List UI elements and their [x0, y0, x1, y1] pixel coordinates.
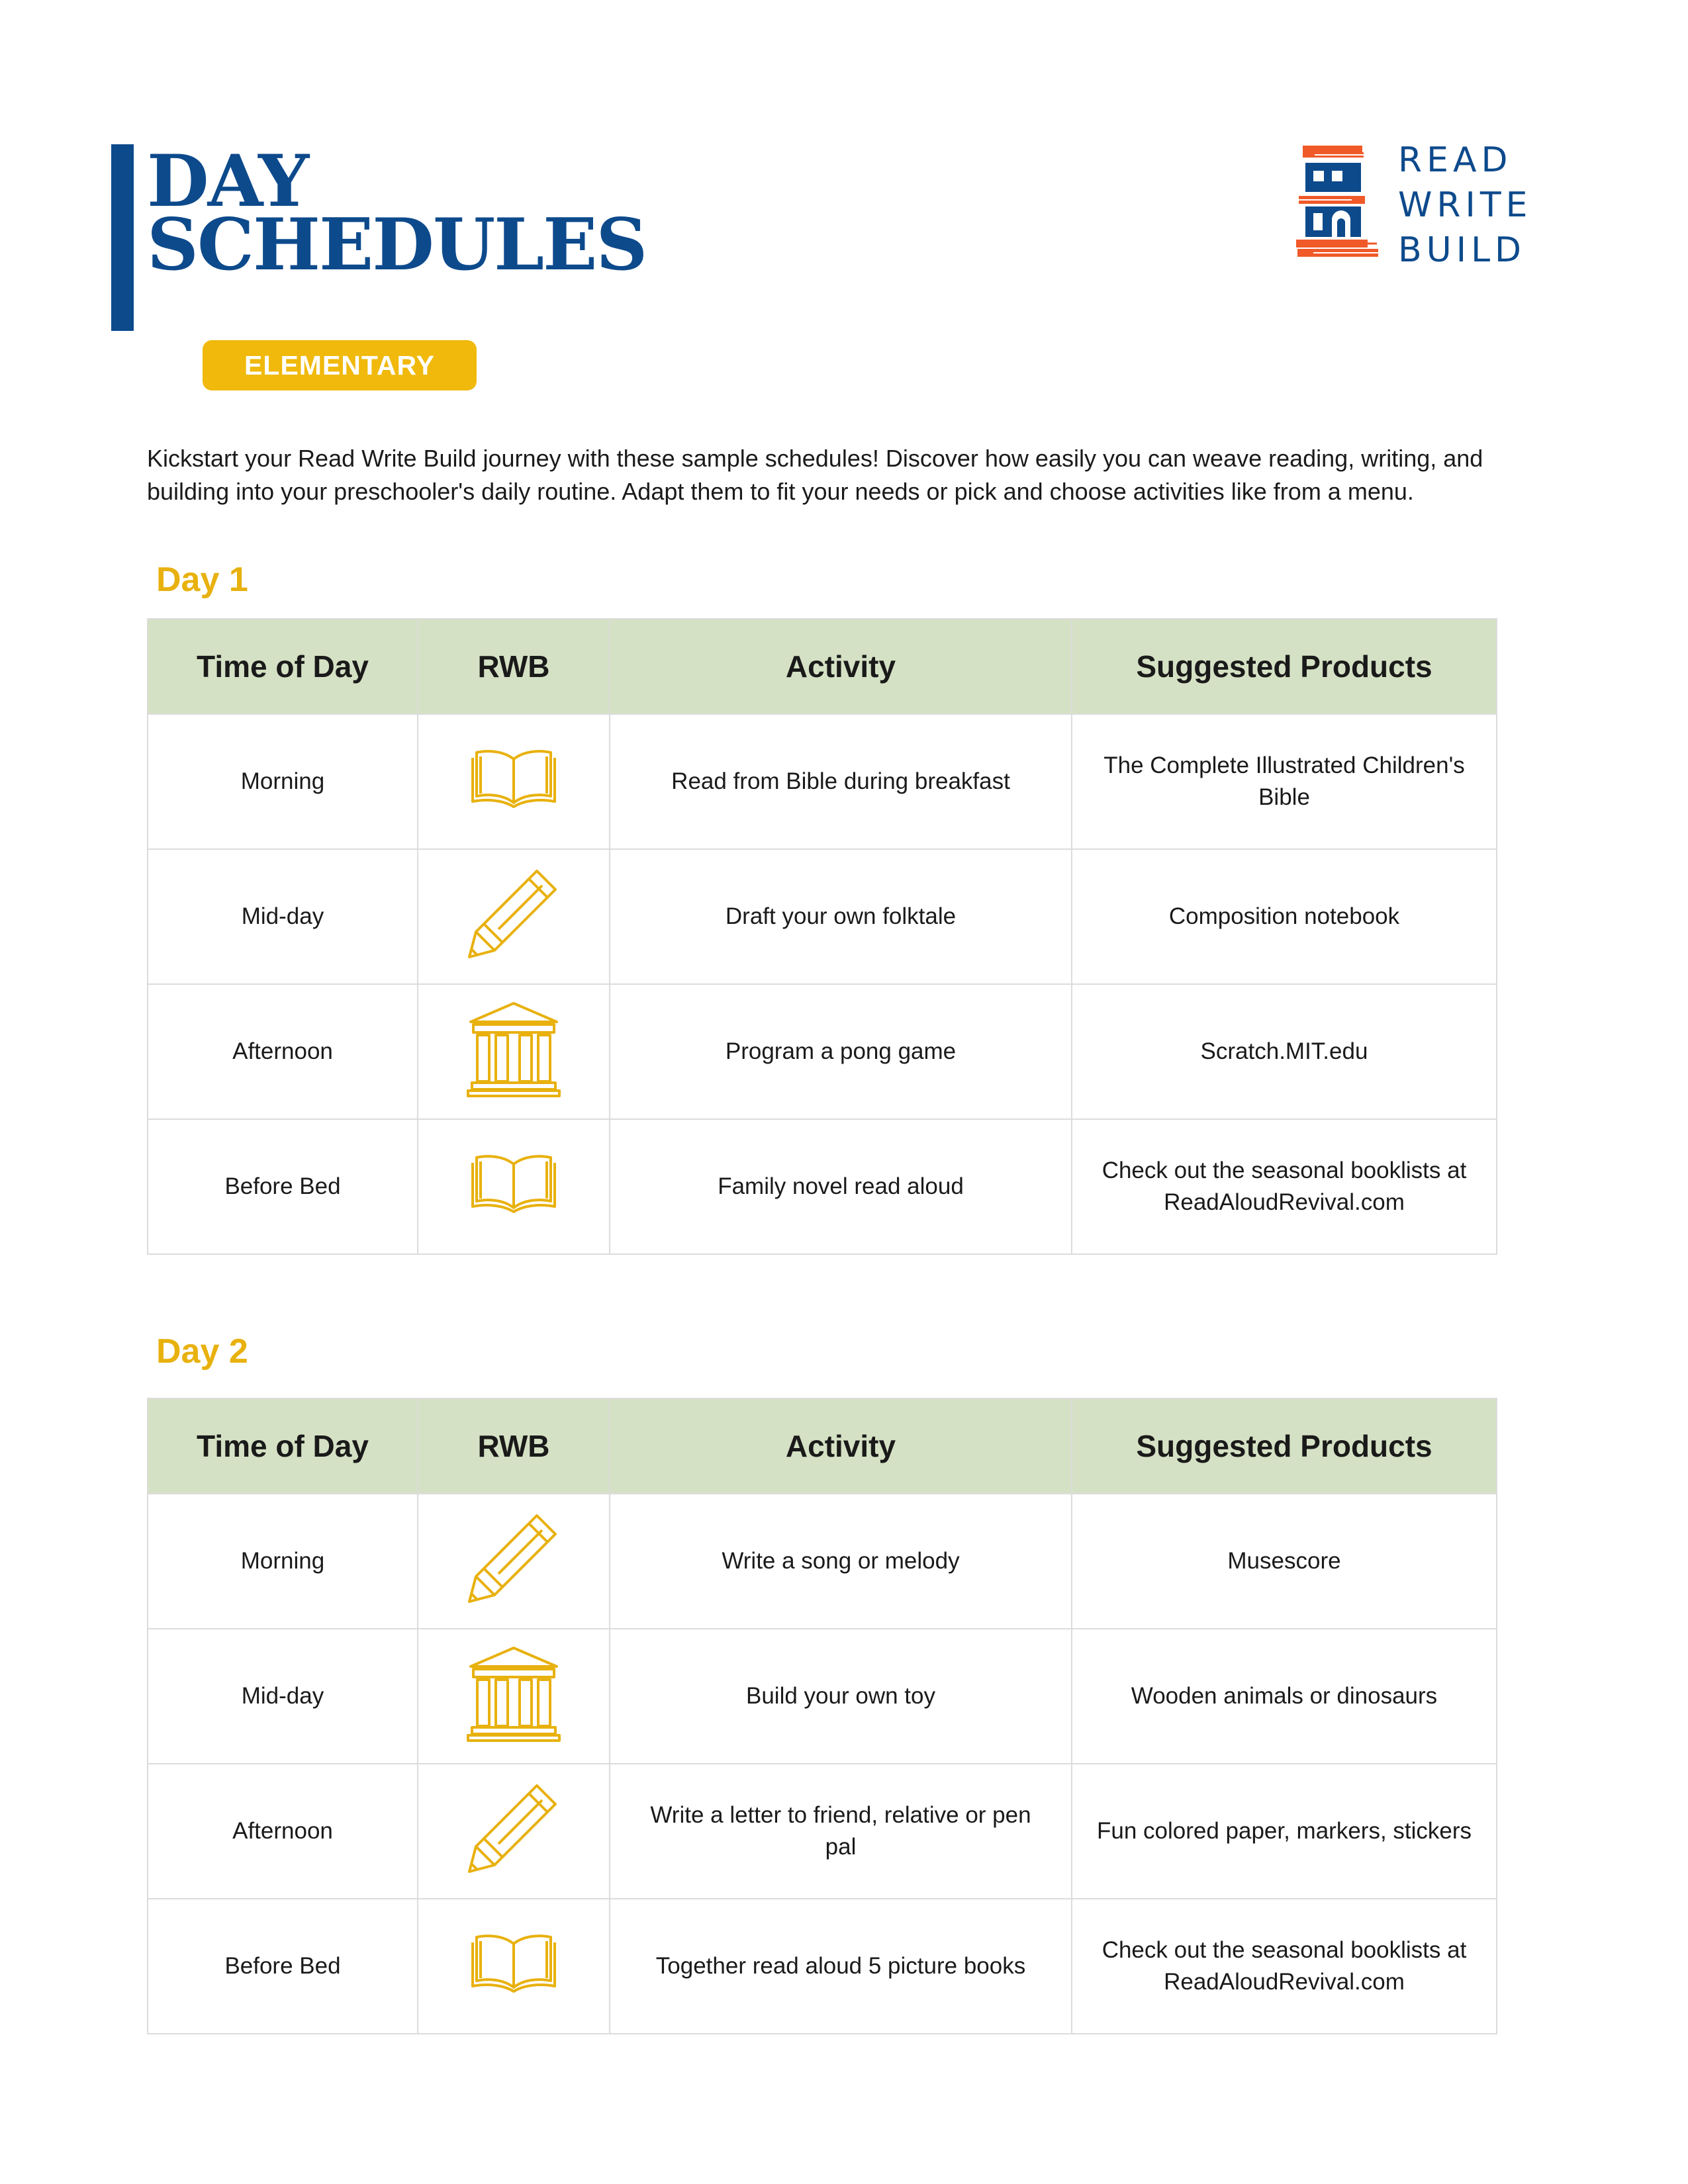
- time-of-day-cell: Mid-day: [148, 849, 418, 984]
- column-header-rwb: RWB: [418, 619, 610, 714]
- suggested-products-cell: Musescore: [1072, 1494, 1497, 1629]
- suggested-products-cell: Wooden animals or dinosaurs: [1072, 1629, 1497, 1764]
- rwb-icon-cell: [418, 849, 610, 984]
- rwb-icon-cell: [418, 1629, 610, 1764]
- table-row: [148, 1494, 1497, 1629]
- pencil-icon: [464, 1778, 563, 1886]
- column-header-activity: Activity: [610, 1398, 1072, 1494]
- activity-cell: Draft your own folktale: [610, 849, 1072, 984]
- book-icon: [467, 1929, 560, 2004]
- table-row: [148, 1899, 1497, 2034]
- table-header-row: [148, 619, 1497, 714]
- building-icon: [464, 998, 563, 1106]
- rwb-icon-cell: [418, 1764, 610, 1899]
- logo-word-write: WRITE: [1398, 185, 1532, 225]
- time-of-day-cell: Before Bed: [148, 1899, 418, 2034]
- table-header-row: [148, 1398, 1497, 1494]
- time-of-day-cell: Afternoon: [148, 1764, 418, 1899]
- suggested-products-cell: The Complete Illustrated Children's Bible: [1072, 714, 1497, 849]
- page-title: [147, 140, 647, 287]
- table-row: [148, 714, 1497, 849]
- day-2-heading: Day 2: [156, 1332, 248, 1371]
- activity-cell: Build your own toy: [610, 1629, 1072, 1764]
- day-2-schedule-table: [147, 1398, 1497, 2034]
- time-of-day-cell: Afternoon: [148, 984, 418, 1119]
- activity-cell: Family novel read aloud: [610, 1119, 1072, 1254]
- column-header-time: Time of Day: [148, 1398, 418, 1494]
- book-icon: [467, 745, 560, 819]
- rwb-icon-cell: [418, 1899, 610, 2034]
- page-title-line2: SCHEDULES: [147, 203, 647, 287]
- rwb-icon-cell: [418, 1494, 610, 1629]
- time-of-day-cell: Morning: [148, 1494, 418, 1629]
- book-icon: [467, 1150, 560, 1224]
- page-title-line1: DAY: [147, 140, 308, 223]
- column-header-products: Suggested Products: [1072, 1398, 1497, 1494]
- pencil-icon: [464, 1508, 563, 1615]
- column-header-rwb: RWB: [418, 1398, 610, 1494]
- activity-cell: Together read aloud 5 picture books: [610, 1899, 1072, 2034]
- time-of-day-cell: Morning: [148, 714, 418, 849]
- intro-paragraph: Kickstart your Read Write Build journey with these sample schedules! Discover how easily you can weave reading, writing, and building into your preschooler's daily routine. Adapt them to fit your needs or pick and choose activities like from a menu.: [147, 445, 1483, 505]
- logo-wordmark: [1398, 138, 1532, 273]
- column-header-activity: Activity: [610, 619, 1072, 714]
- day-1-schedule-table: [147, 618, 1497, 1255]
- suggested-products-cell: Check out the seasonal booklists at ReadAloudRevival.com: [1072, 1899, 1497, 2034]
- rwb-icon-cell: [418, 1119, 610, 1254]
- column-header-products: Suggested Products: [1072, 619, 1497, 714]
- table-row: [148, 984, 1497, 1119]
- logo-word-build: BUILD: [1398, 230, 1526, 270]
- activity-cell: Read from Bible during breakfast: [610, 714, 1072, 849]
- suggested-products-cell: Composition notebook: [1072, 849, 1497, 984]
- activity-cell: Write a letter to friend, relative or pen pal: [610, 1764, 1072, 1899]
- pencil-icon: [464, 863, 563, 971]
- rwb-icon-cell: [418, 984, 610, 1119]
- table-row: [148, 1119, 1497, 1254]
- column-header-time: Time of Day: [148, 619, 418, 714]
- rwb-icon-cell: [418, 714, 610, 849]
- suggested-products-cell: Fun colored paper, markers, stickers: [1072, 1764, 1497, 1899]
- title-accent-bar: [111, 144, 134, 331]
- time-of-day-cell: Before Bed: [148, 1119, 418, 1254]
- building-icon: [464, 1643, 563, 1751]
- day-1-heading: Day 1: [156, 561, 248, 599]
- table-row: [148, 1764, 1497, 1899]
- table-row: [148, 1629, 1497, 1764]
- grade-level-badge: ELEMENTARY: [203, 340, 477, 390]
- logo-word-read: READ: [1398, 140, 1513, 180]
- time-of-day-cell: Mid-day: [148, 1629, 418, 1764]
- suggested-products-cell: Scratch.MIT.edu: [1072, 984, 1497, 1119]
- suggested-products-cell: Check out the seasonal booklists at ReadAloudRevival.com: [1072, 1119, 1497, 1254]
- activity-cell: Write a song or melody: [610, 1494, 1072, 1629]
- activity-cell: Program a pong game: [610, 984, 1072, 1119]
- table-row: [148, 849, 1497, 984]
